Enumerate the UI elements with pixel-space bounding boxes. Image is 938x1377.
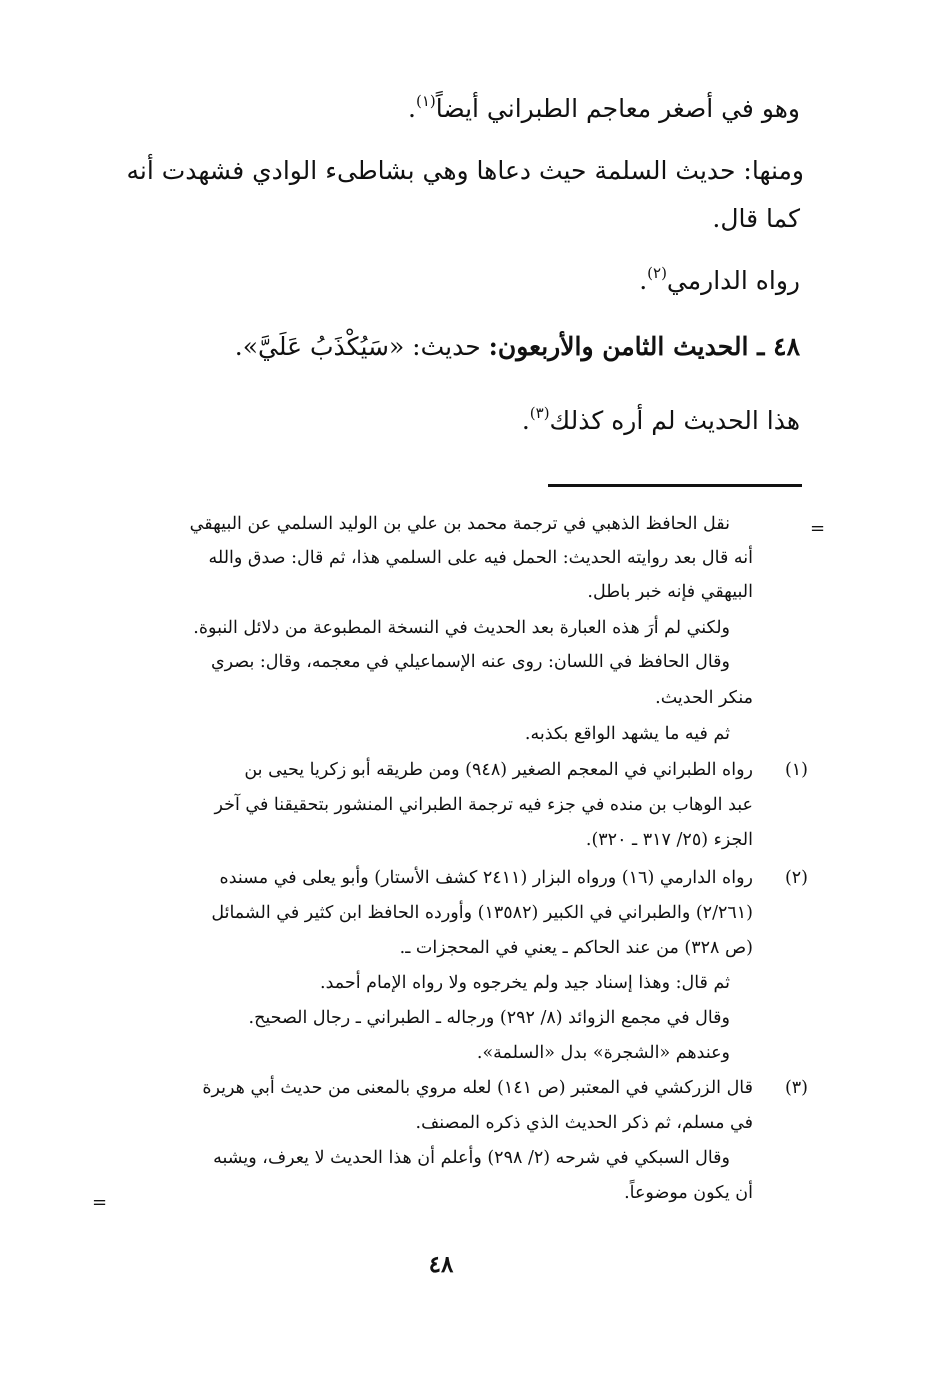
footnote-cont-line-2: أنه قال بعد روايته الحديث: الحمل فيه على السلمي هذا، ثم قال: صدق والله	[208, 548, 753, 568]
paragraph-3-text: رواه الدارمي	[666, 266, 800, 295]
hadith-heading	[235, 332, 800, 361]
footnote-ref-2: (٢)	[647, 264, 667, 282]
footnote-3-line-2: في مسلم، ثم ذكر الحديث الذي ذكره المصنف.	[415, 1113, 753, 1133]
period: .	[639, 266, 648, 295]
paragraph-1-text: وهو في أصغر معاجم الطبراني أيضاً	[435, 94, 800, 123]
footnote-2-line-5: وقال في مجمع الزوائد (٨/ ٢٩٢) ورجاله ـ الطبراني ـ رجال الصحيح.	[248, 1008, 730, 1028]
footnote-3-line-3: وقال السبكي في شرحه (٢/ ٢٩٨) وأعلم أن هذا الحديث لا يعرف، ويشبه	[213, 1148, 730, 1168]
footnote-2-line-6: وعندهم «الشجرة» بدل «السلمة».	[476, 1043, 730, 1063]
footnote-cont-line-1: نقل الحافظ الذهبي في ترجمة محمد بن علي بن الوليد السلمي عن البيهقي	[189, 514, 730, 534]
paragraph-1	[408, 92, 800, 123]
continuation-mark-top: =	[810, 518, 826, 539]
footnote-1-line-1: رواه الطبراني في المعجم الصغير (٩٤٨) ومن طريقه أبو زكريا يحيى بن	[244, 760, 753, 780]
footnote-1-line-3: الجزء (٢٥/ ٣١٧ ـ ٣٢٠).	[585, 830, 753, 850]
footnote-2-line-2: (٢/٢٦١) والطبراني في الكبير (١٣٥٨٢) وأورده الحافظ ابن كثير في الشمائل	[211, 903, 753, 923]
footnote-ref-3: (٣)	[529, 404, 550, 422]
footnote-cont-line-6: منكر الحديث.	[655, 688, 753, 708]
paragraph-2-line-1: ومنها: حديث السلمة حيث دعاها وهي بشاطىء الوادي فشهدت أنه	[126, 156, 804, 185]
paragraph-2-line-2: كما قال.	[712, 204, 800, 233]
footnote-cont-line-4: ولكني لم أرَ هذه العبارة بعد الحديث في النسخة المطبوعة من دلائل النبوة.	[193, 618, 730, 638]
footnote-ref-1: (١)	[415, 92, 436, 110]
footnote-1-line-2: عبد الوهاب بن منده في جزء فيه ترجمة الطبراني المنشور بتحقيقنا في آخر	[214, 795, 753, 815]
footnote-2-number: (٢)	[784, 868, 808, 888]
footnote-cont-line-5: وقال الحافظ في اللسان: روى عنه الإسماعيلي في معجمه، وقال: بصري	[210, 652, 730, 672]
footnote-2-line-4: ثم قال: وهذا إسناد جيد ولم يخرجوه ولا رواه الإمام أحمد.	[320, 973, 730, 993]
paragraph-4	[522, 404, 800, 435]
hadith-heading-number: ٤٨ ـ الحديث الثامن والأربعون:	[488, 332, 800, 361]
footnote-2-line-1: رواه الدارمي (١٦) ورواه البزار (٢٤١١ كشف الأستار) وأبو يعلى في مسنده	[219, 868, 753, 888]
footnote-3-line-4: أن يكون موضوعاً.	[624, 1183, 753, 1203]
footnote-2-line-3: (ص ٣٢٨) من عند الحاكم ـ يعني في المحجزات ـ.	[399, 938, 753, 958]
footnote-1-number: (١)	[784, 760, 808, 780]
footnote-3-line-1: قال الزركشي في المعتبر (ص ١٤١) لعله مروي بالمعنى من حديث أبي هريرة	[202, 1078, 753, 1098]
hadith-heading-text: حديث: «سَيُكْذَبُ عَلَيَّ».	[234, 332, 489, 361]
period: .	[408, 94, 416, 123]
footnote-3-number: (٣)	[784, 1078, 808, 1098]
footnote-separator	[548, 484, 802, 487]
paragraph-3	[639, 264, 800, 295]
footnote-cont-line-3: البيهقي فإنه خبر باطل.	[587, 582, 753, 602]
footnote-cont-line-7: ثم فيه ما يشهد الواقع بكذبه.	[524, 724, 730, 744]
page-number: ٤٨	[428, 1251, 454, 1278]
continuation-mark-bottom: =	[92, 1192, 108, 1213]
paragraph-4-text: هذا الحديث لم أره كذلك	[549, 406, 800, 435]
period: .	[521, 406, 530, 435]
